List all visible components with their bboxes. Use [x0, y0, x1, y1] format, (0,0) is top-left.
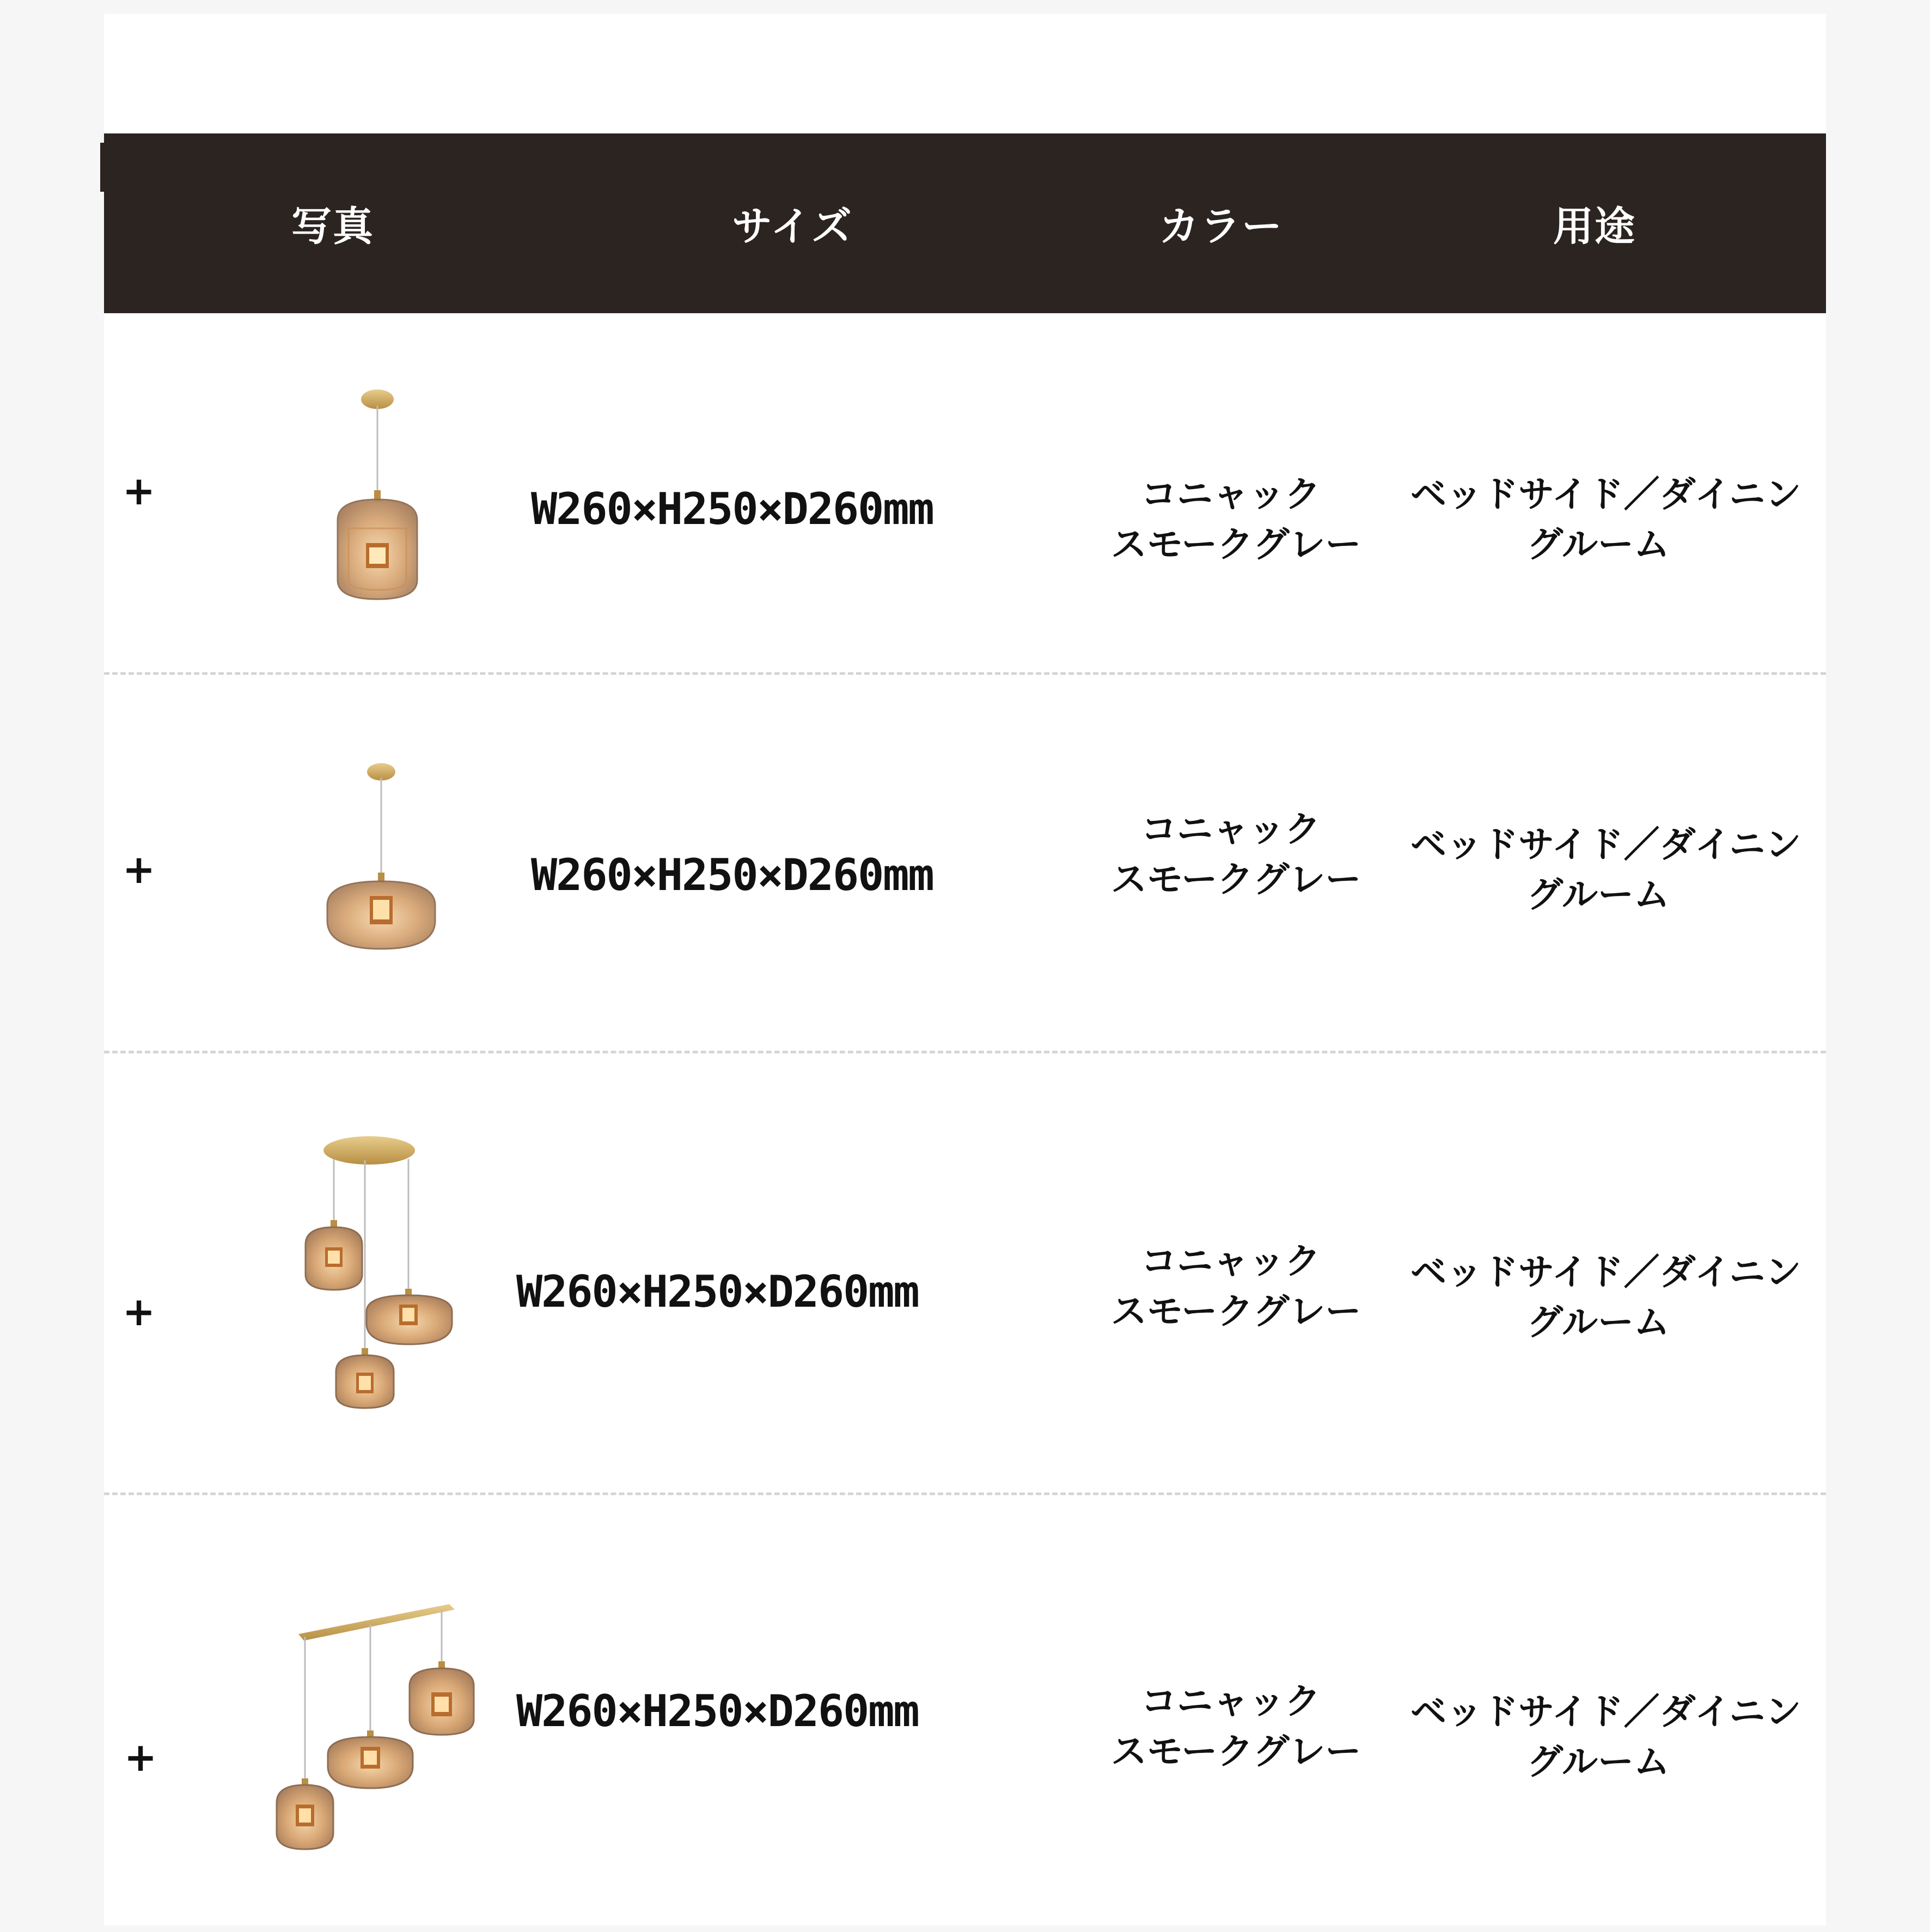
row-divider — [104, 1492, 1826, 1495]
use-line-1: ベッドサイド／ダイニン — [1410, 473, 1801, 515]
use-line-2: グルーム — [1526, 1741, 1670, 1783]
color-line-1: コニャック — [1141, 1240, 1321, 1282]
color-line-2: スモークグレー — [1111, 523, 1361, 565]
expand-plus-icon[interactable]: + — [122, 1289, 156, 1334]
use-line-2: グルーム — [1526, 1301, 1670, 1343]
use-cell — [1410, 470, 1801, 570]
color-cell — [1111, 805, 1361, 905]
single-wide-pendant-lamp-icon — [319, 757, 438, 953]
header-size: サイズ — [731, 203, 853, 250]
expand-plus-icon[interactable]: + — [124, 1734, 157, 1780]
row-divider — [104, 672, 1826, 675]
color-cell — [1111, 470, 1361, 570]
color-line-2: スモークグレー — [1111, 858, 1361, 900]
use-line-2: グルーム — [1526, 523, 1670, 565]
use-cell — [1410, 820, 1801, 920]
expand-plus-icon[interactable]: + — [122, 846, 156, 892]
use-cell — [1410, 1687, 1801, 1787]
row-divider — [104, 1051, 1826, 1053]
color-line-2: スモークグレー — [1111, 1730, 1361, 1772]
header-color: カラー — [1159, 203, 1283, 250]
size-value: W260×H250×D260mm — [516, 1686, 919, 1736]
color-cell — [1111, 1677, 1361, 1777]
color-line-1: コニャック — [1141, 808, 1321, 850]
color-line-1: コニャック — [1141, 473, 1321, 515]
triple-round-canopy-pendant-lamp-icon — [297, 1127, 460, 1411]
color-cell — [1111, 1236, 1361, 1337]
size-value: W260×H250×D260mm — [531, 484, 933, 534]
color-line-2: スモークグレー — [1111, 1290, 1361, 1332]
expand-plus-icon[interactable]: + — [122, 468, 156, 514]
size-value: W260×H250×D260mm — [531, 850, 933, 900]
use-line-1: ベッドサイド／ダイニン — [1410, 1691, 1801, 1733]
use-line-1: ベッドサイド／ダイニン — [1410, 824, 1801, 866]
size-value: W260×H250×D260mm — [516, 1266, 919, 1317]
header-use: 用途 — [1553, 203, 1636, 250]
color-line-1: コニャック — [1141, 1680, 1321, 1722]
use-line-2: グルーム — [1526, 874, 1670, 916]
header-photo: 写真 — [291, 203, 374, 250]
triple-bar-canopy-pendant-lamp-icon — [272, 1593, 479, 1860]
use-cell — [1410, 1247, 1801, 1348]
single-pendant-lamp-icon — [321, 384, 430, 613]
use-line-1: ベッドサイド／ダイニン — [1410, 1251, 1801, 1293]
